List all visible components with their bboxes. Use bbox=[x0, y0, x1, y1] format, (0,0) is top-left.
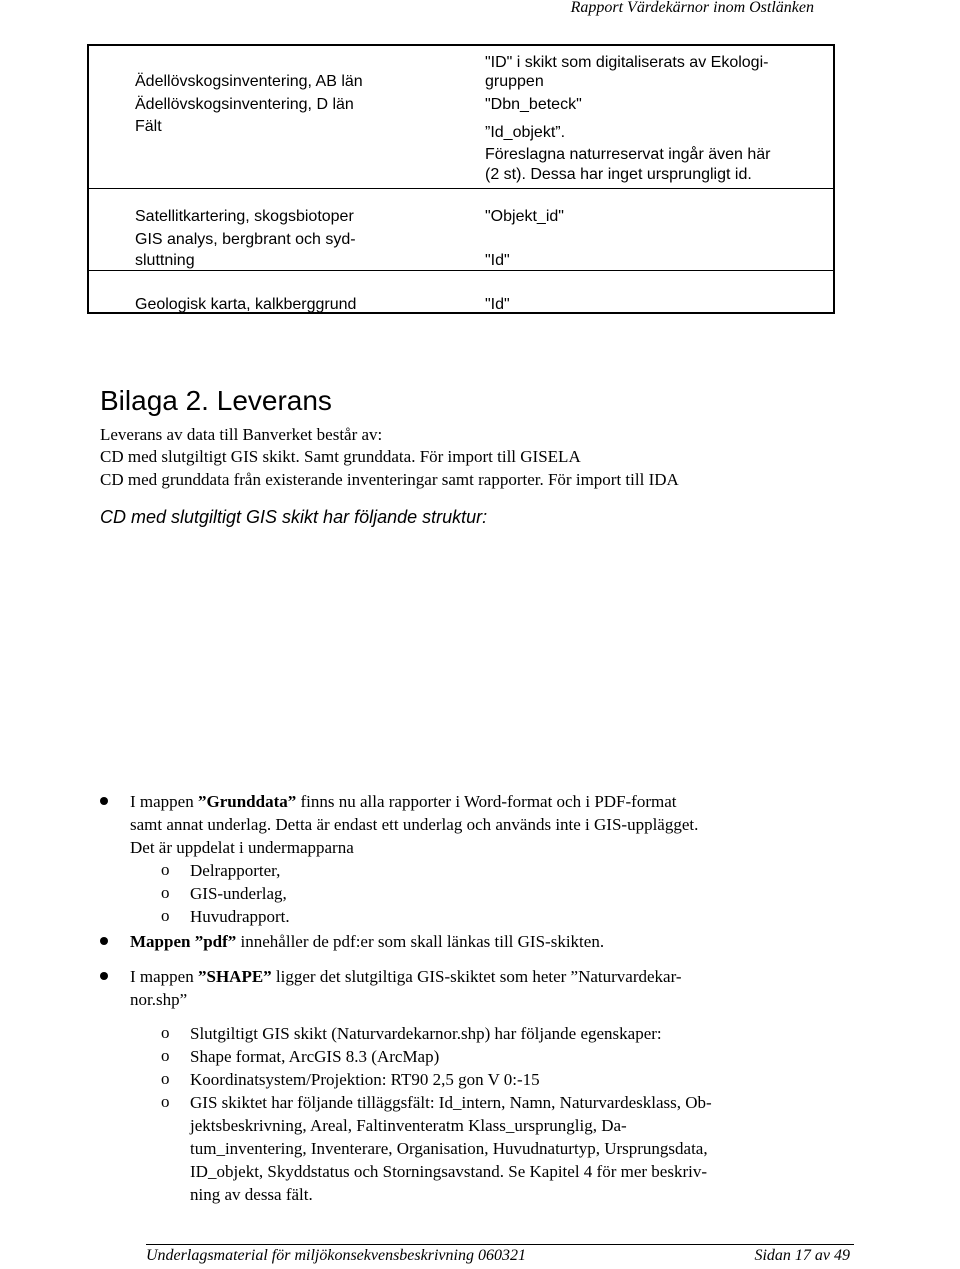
footer-left: Underlagsmaterial för miljökonsekvensbeskrivning 060321 bbox=[146, 1247, 526, 1264]
sub-item: Shape format, ArcGIS 8.3 (ArcMap) bbox=[190, 1047, 440, 1066]
sub-bullet-marker: o bbox=[161, 883, 170, 902]
sub-item-continuation: tum_inventering, Inventerare, Organisation, Huvudnaturtyp, Ursprungsdata, bbox=[190, 1139, 708, 1158]
sub-item-continuation: ning av dessa fält. bbox=[190, 1185, 313, 1204]
table-cell-left: GIS analys, bergbrant och syd- bbox=[135, 231, 356, 248]
sub-item: Huvudrapport. bbox=[190, 907, 290, 926]
cd-line-2: CD med grunddata från existerande inventeringar samt rapporter. För import till IDA bbox=[100, 470, 679, 489]
table-cell-left: Ädellövskogsinventering, D län bbox=[135, 96, 354, 113]
intro-text: Leverans av data till Banverket består av: bbox=[100, 425, 383, 444]
sub-item: GIS skiktet har följande tilläggsfält: Id_intern, Namn, Naturvardesklass, Ob- bbox=[190, 1093, 712, 1112]
table-cell-left: Ädellövskogsinventering, AB län bbox=[135, 73, 363, 90]
table-cell-left: Fält bbox=[135, 118, 162, 135]
structure-caption: CD med slutgiltigt GIS skikt har följande struktur: bbox=[100, 507, 488, 527]
sub-bullet-marker: o bbox=[161, 1046, 170, 1065]
bullet-text-line: samt annat underlag. Detta är endast ett underlag och används inte i GIS-upplägget. bbox=[130, 815, 699, 834]
bullet-text-line: nor.shp” bbox=[130, 990, 188, 1009]
table-cell-right: gruppen bbox=[485, 73, 544, 90]
table-cell-right: ”Id_objekt”. bbox=[485, 124, 566, 141]
table-cell-right: "Objekt_id" bbox=[485, 208, 564, 225]
bullet-text-line: Mappen ”pdf” innehåller de pdf:er som skall länkas till GIS-skikten. bbox=[130, 932, 605, 951]
table-row-divider bbox=[89, 188, 833, 189]
sub-item: Delrapporter, bbox=[190, 861, 281, 880]
table-row-divider bbox=[89, 270, 833, 271]
bullet-icon bbox=[100, 797, 108, 805]
section-heading: Bilaga 2. Leverans bbox=[100, 385, 332, 416]
running-header: Rapport Värdekärnor inom Ostlänken bbox=[570, 0, 814, 16]
table-cell-right: Föreslagna naturreservat ingår även här bbox=[485, 146, 771, 163]
sub-item-continuation: jektsbeskrivning, Areal, Faltinventeratm Klass_ursprunglig, Da- bbox=[190, 1116, 627, 1135]
bullet-icon bbox=[100, 972, 108, 980]
table-cell-left: Satellitkartering, skogsbiotoper bbox=[135, 208, 354, 225]
bullet-text-line: I mappen ”Grunddata” finns nu alla rapporter i Word-format och i PDF-format bbox=[130, 792, 677, 811]
sub-item: Koordinatsystem/Projektion: RT90 2,5 gon V 0:-15 bbox=[190, 1070, 540, 1089]
sub-item-continuation: ID_objekt, Skyddstatus och Storningsavstand. Se Kapitel 4 för mer beskriv- bbox=[190, 1162, 708, 1181]
table-cell-left: Geologisk karta, kalkberggrund bbox=[135, 296, 357, 313]
bullet-icon bbox=[100, 937, 108, 945]
table-cell-right: "ID" i skikt som digitaliserats av Ekologi- bbox=[485, 54, 769, 71]
sub-item: GIS-underlag, bbox=[190, 884, 287, 903]
table-cell-right: "Id" bbox=[485, 252, 510, 269]
bullet-text-line: Det är uppdelat i undermapparna bbox=[130, 838, 354, 857]
table-cell-right: (2 st). Dessa har inget ursprungligt id. bbox=[485, 166, 752, 183]
sub-bullet-marker: o bbox=[161, 1092, 170, 1111]
sub-bullet-marker: o bbox=[161, 906, 170, 925]
sub-bullet-marker: o bbox=[161, 1069, 170, 1088]
sub-bullet-marker: o bbox=[161, 860, 170, 879]
cd-line-1: CD med slutgiltigt GIS skikt. Samt grunddata. För import till GISELA bbox=[100, 447, 581, 466]
page-number: Sidan 17 av 49 bbox=[754, 1247, 850, 1264]
table-cell-right: "Id" bbox=[485, 296, 510, 313]
sub-bullet-marker: o bbox=[161, 1023, 170, 1042]
sub-item: Slutgiltigt GIS skikt (Naturvardekarnor.shp) har följande egenskaper: bbox=[190, 1024, 662, 1043]
table-cell-left: sluttning bbox=[135, 252, 195, 269]
table-cell-right: "Dbn_beteck" bbox=[485, 96, 582, 113]
footer-rule bbox=[146, 1244, 854, 1245]
data-source-table bbox=[87, 44, 835, 314]
bullet-text-line: I mappen ”SHAPE” ligger det slutgiltiga GIS-skiktet som heter ”Naturvardekar- bbox=[130, 967, 682, 986]
